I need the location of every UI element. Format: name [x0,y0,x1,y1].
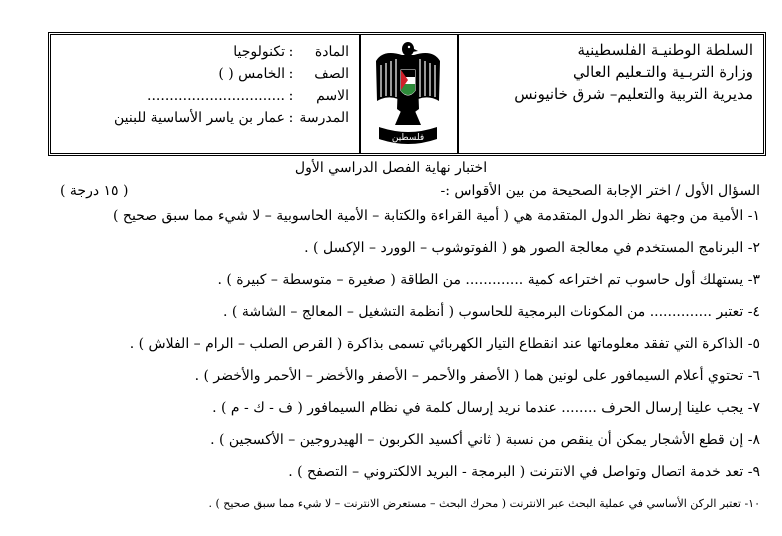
ministry-line: وزارة التربـية والتـعليم العالي [573,63,753,81]
emblem-cell [359,35,459,153]
question-item: ١- الأمية من وجهة نظر الدول المتقدمة هي ( أمية القراءة والكتابة – الأمية الحاسوبية – لا شيء مما سبق صحيح ) [113,208,760,224]
exam-title: اختبار نهاية الفصل الدراسي الأول [294,160,488,176]
student-info [51,35,361,153]
emblem-text: فلسطين [391,133,425,143]
authority-line: السلطة الوطنيـة الفلسطينية [577,41,753,59]
question-item: ٩- تعد خدمة اتصال وتواصل في الانترنت ( البرمجة - البريد الالكتروني – التصفح ) . [288,464,760,480]
question-item: ٧- يجب علينا إرسال الحرف ........ عندما نريد إرسال كلمة في نظام السيمافور ( ف - ك - م ) . [212,400,760,416]
question-item: ٤- تعتبر .............. من المكونات البرمجية للحاسوب ( أنظمة التشغيل – المعالج – الشاشة ) . [223,304,760,320]
exam-header [48,32,766,156]
question-instruction: السؤال الأول / اختر الإجابة الصحيحة من بين الأقواس :- [440,183,760,199]
field-label: الصف [314,66,349,82]
directorate-line: مديرية التربية والتعليم– شرق خانيونس [514,85,753,103]
field-label: المادة [314,44,349,60]
question-item: ٢- البرنامج المستخدم في معالجة الصور هو ( الفوتوشوب – الوورد – الإكسل ) . [304,240,760,256]
question-item: ٦- تحتوي أعلام السيمافور على لونين هما ( الأصفر والأحمر – الأصفر والأخضر – الأحمر والأخضر ) . [194,368,760,384]
field-label: الاسم [316,88,349,104]
school-row: المدرسة : عمار بن ياسر الأساسية للبنين [51,107,349,129]
field-value: الخامس ( ) [218,66,285,82]
field-label: المدرسة [299,110,349,126]
question-heading [60,183,760,199]
field-value: عمار بن ياسر الأساسية للبنين [113,110,285,126]
question-item: ١٠- تعتبر الركن الأساسي في عملية البحث عبر الانترنت ( محرك البحث – مستعرض الانترنت – لا شيء مما سبق صحيح ) . [208,497,760,510]
grade-row: الصف : الخامس ( ) [51,63,349,85]
question-items [40,204,760,524]
authority-block [457,35,763,153]
palestine-eagle-emblem [373,39,443,149]
question-item: ٥- الذاكرة التي تفقد معلوماتها عند انقطاع التيار الكهربائي تسمى بذاكرة ( القرص الصلب – الرام – الفلاش ) . [129,336,760,352]
field-value: تكنولوجيا [233,44,285,60]
question-item: ٨- إن قطع الأشجار يمكن أن ينقص من نسبة ( ثاني أكسيد الكربون – الهيدروجين – الأكسجين ) . [210,432,760,448]
name-row: الاسم : ............................... [51,85,349,107]
question-item: ٣- يستهلك أول حاسوب تم اختراعه كمية ............. من الطاقة ( صغيرة – متوسطة – كبيرة ) . [217,272,760,288]
field-value: ............................... [147,88,285,104]
subject-row: المادة : تكنولوجيا [51,41,349,63]
question-marks: ( ١٥ درجة ) [60,183,129,199]
